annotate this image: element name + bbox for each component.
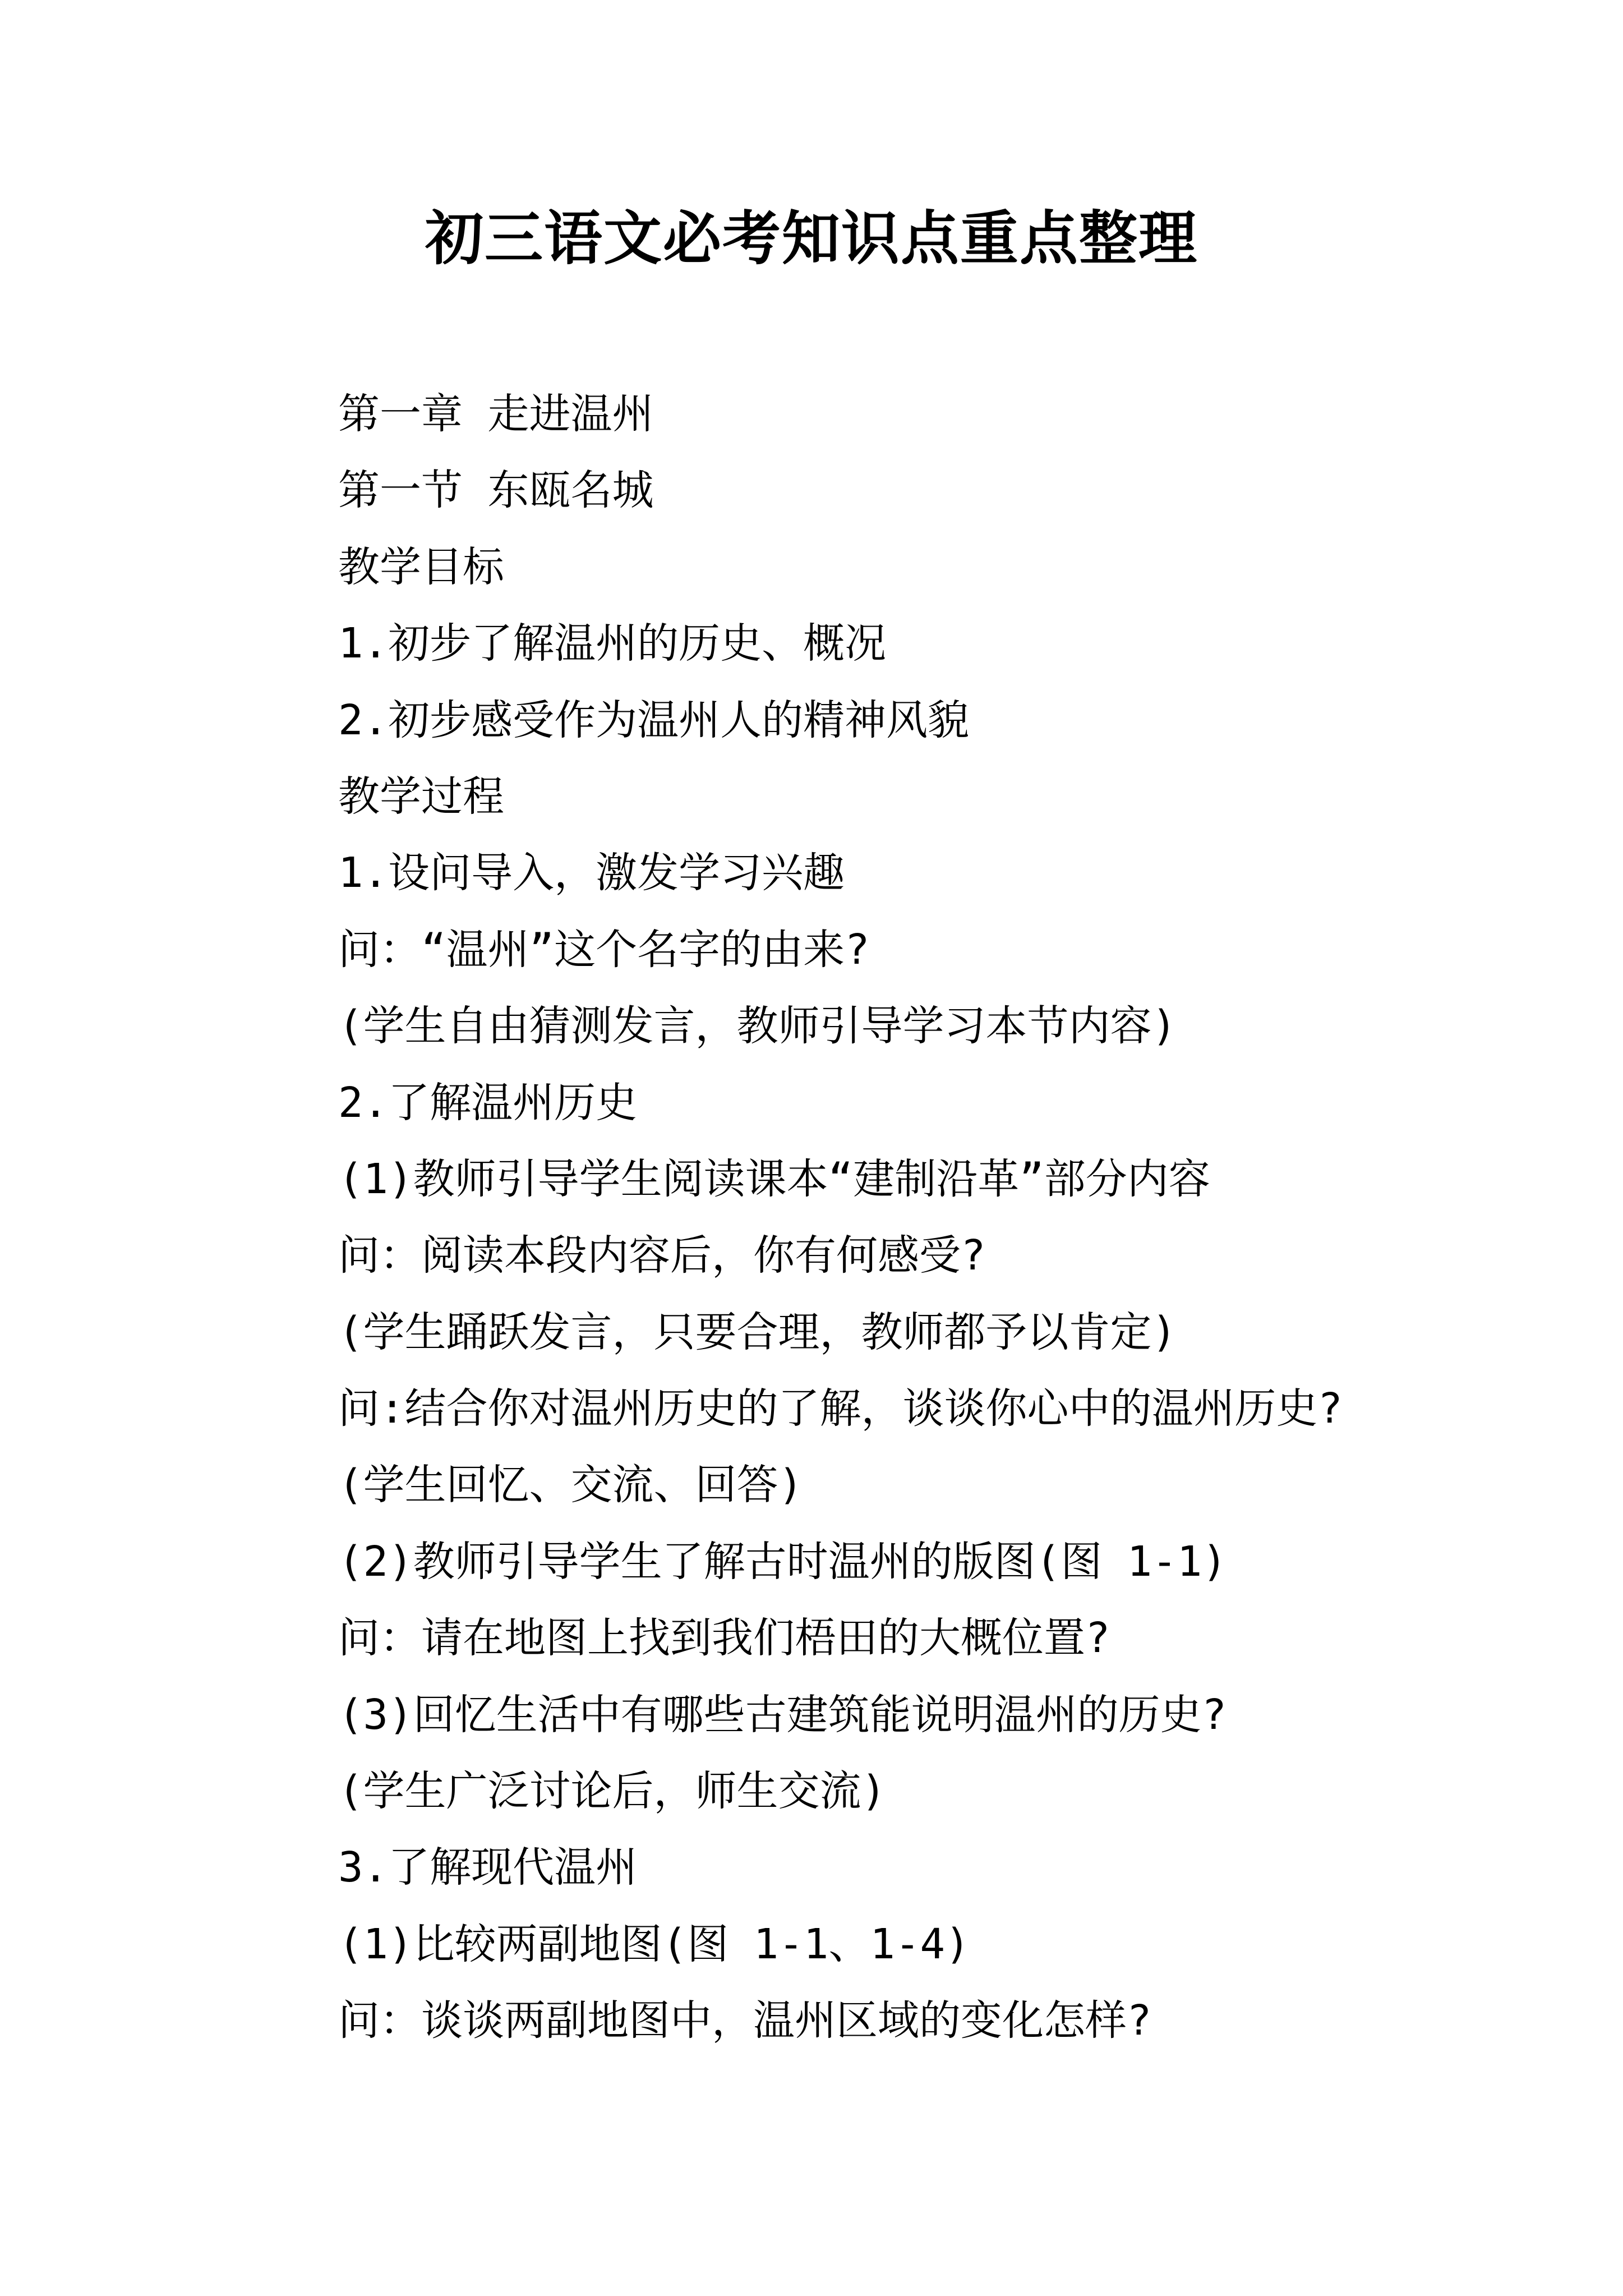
body-line: 教学过程 [338, 772, 504, 821]
body-line: 1.初步了解温州的历史、概况 [338, 619, 887, 668]
body-line: (学生回忆、交流、回答) [338, 1461, 804, 1510]
body-line: 第一节 东瓯名城 [338, 466, 654, 515]
document-title: 初三语文必考知识点重点整理 [425, 204, 1198, 273]
body-line: 问:结合你对温州历史的了解，谈谈你心中的温州历史? [338, 1384, 1343, 1433]
body-line: (3)回忆生活中有哪些古建筑能说明温州的历史? [338, 1690, 1227, 1739]
body-line: (2)教师引导学生了解古时温州的版图(图 1-1) [338, 1537, 1227, 1586]
body-line: 问：谈谈两副地图中，温州区域的变化怎样? [338, 1996, 1152, 2045]
body-line: 问：阅读本段内容后，你有何感受? [338, 1231, 986, 1280]
body-line: (学生广泛讨论后，师生交流) [338, 1767, 887, 1816]
body-line: 问：“温州”这个名字的由来? [338, 925, 870, 974]
body-line: (1)教师引导学生阅读课本“建制沿革”部分内容 [338, 1154, 1210, 1203]
body-line: 1.设问导入，激发学习兴趣 [338, 849, 845, 898]
body-line: 问：请在地图上找到我们梧田的大概位置? [338, 1614, 1110, 1663]
body-line: 3.了解现代温州 [338, 1843, 638, 1892]
document-body [338, 376, 1572, 2059]
body-line: 第一章 走进温州 [338, 390, 654, 438]
body-line: 2.了解温州历史 [338, 1078, 638, 1127]
body-line: (1)比较两副地图(图 1-1、1-4) [338, 1920, 970, 1968]
body-line: 2.初步感受作为温州人的精神风貌 [338, 696, 970, 744]
body-line: (学生自由猜测发言，教师引导学习本节内容) [338, 1002, 1177, 1051]
body-line: (学生踊跃发言，只要合理，教师都予以肯定) [338, 1308, 1177, 1356]
body-line: 教学目标 [338, 542, 504, 591]
